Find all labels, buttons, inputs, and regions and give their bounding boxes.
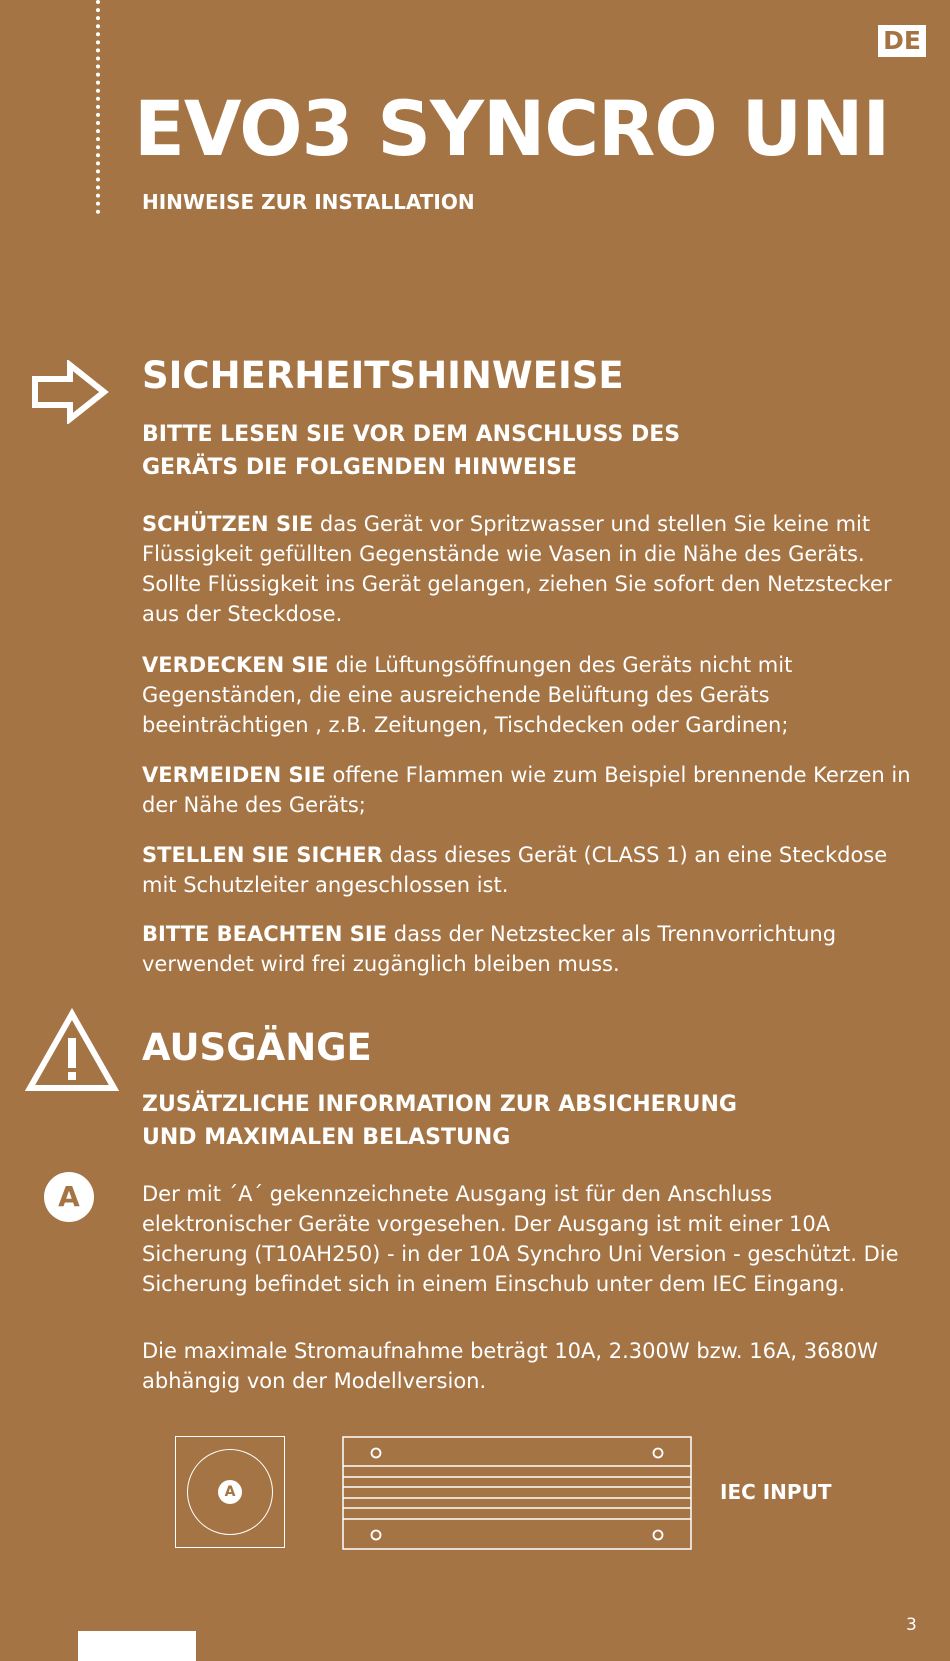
safety-item-lead: BITTE BEACHTEN SIE: [142, 922, 388, 946]
outputs-heading: AUSGÄNGE: [142, 1026, 372, 1069]
socket-a-badge: A: [218, 1480, 242, 1504]
safety-subheading-line2: GERÄTS DIE FOLGENDEN HINWEISE: [142, 455, 577, 480]
safety-item-lead: VERDECKEN SIE: [142, 653, 329, 677]
dotted-divider: [96, 0, 100, 214]
safety-item-text: offene Flammen wie zum Beispiel brennende Kerzen in der Nähe des Geräts;: [142, 763, 911, 817]
document-title: EVO3 SYNCRO UNI: [134, 84, 890, 173]
socket-outline: [187, 1449, 273, 1535]
outputs-subheading: [142, 1088, 902, 1154]
outputs-subheading-line2: UND MAXIMALEN BELASTUNG: [142, 1125, 511, 1150]
safety-item: [142, 650, 922, 740]
safety-subheading-line1: BITTE LESEN SIE VOR DEM ANSCHLUSS DES: [142, 422, 681, 447]
safety-item-lead: SCHÜTZEN SIE: [142, 512, 314, 536]
arrow-right-outline-icon: [30, 360, 110, 424]
safety-item-text: dass der Netzstecker als Trennvorrichtung verwendet wird frei zugänglich bleiben muss.: [142, 922, 837, 976]
safety-item: [142, 760, 922, 820]
footer-bar: [78, 1631, 196, 1661]
safety-item: [142, 840, 922, 900]
safety-item-text: die Lüftungsöffnungen des Geräts nicht mit Gegenständen, die eine ausreichende Belüftung des Geräts beeinträchtigen , z.B. Zeitungen, Tischdecken oder Gardinen;: [142, 653, 793, 737]
iec-input-screw-icon: [372, 1449, 663, 1540]
outputs-paragraph-2: Die maximale Stromaufnahme beträgt 10A, 2.300W bzw. 16A, 3680W abhängig von der Modellversion.: [142, 1339, 878, 1393]
warning-triangle-icon: [24, 1008, 120, 1094]
safety-subheading: [142, 418, 902, 484]
output-a-badge: A: [44, 1172, 94, 1222]
safety-item-lead: VERMEIDEN SIE: [142, 763, 326, 787]
document-subtitle: HINWEISE ZUR INSTALLATION: [142, 190, 475, 214]
safety-item-text: dass dieses Gerät (CLASS 1) an eine Steckdose mit Schutzleiter angeschlossen ist.: [142, 843, 888, 897]
iec-input-label: IEC INPUT: [720, 1480, 832, 1504]
iec-input-vent-lines: [343, 1466, 691, 1519]
safety-heading: SICHERHEITSHINWEISE: [142, 354, 624, 397]
safety-item-text: das Gerät vor Spritzwasser und stellen Sie keine mit Flüssigkeit gefüllten Gegenstände wie Vasen in die Nähe des Geräts. Sollte Flüssigkeit ins Gerät gelangen, ziehen Sie sofort den Netzstecker aus der Steckdose.: [142, 512, 892, 626]
safety-item-lead: STELLEN SIE SICHER: [142, 843, 383, 867]
output-socket-diagram: [175, 1436, 285, 1548]
outputs-subheading-line1: ZUSÄTZLICHE INFORMATION ZUR ABSICHERUNG: [142, 1092, 737, 1117]
language-badge: DE: [878, 25, 926, 57]
page-number: 3: [906, 1615, 917, 1635]
safety-item: [142, 509, 922, 629]
safety-item: [142, 919, 922, 979]
iec-input-diagram: [342, 1436, 692, 1550]
outputs-paragraph-1: Der mit ´A´ gekennzeichnete Ausgang ist für den Anschluss elektronischer Geräte vorgesehen. Der Ausgang ist mit einer 10A Sicherung (T10AH250) - in der 10A Synchro Uni Version - geschützt. Die Sicherung befindet sich in einem Einschub unter dem IEC Eingang.: [142, 1182, 899, 1296]
